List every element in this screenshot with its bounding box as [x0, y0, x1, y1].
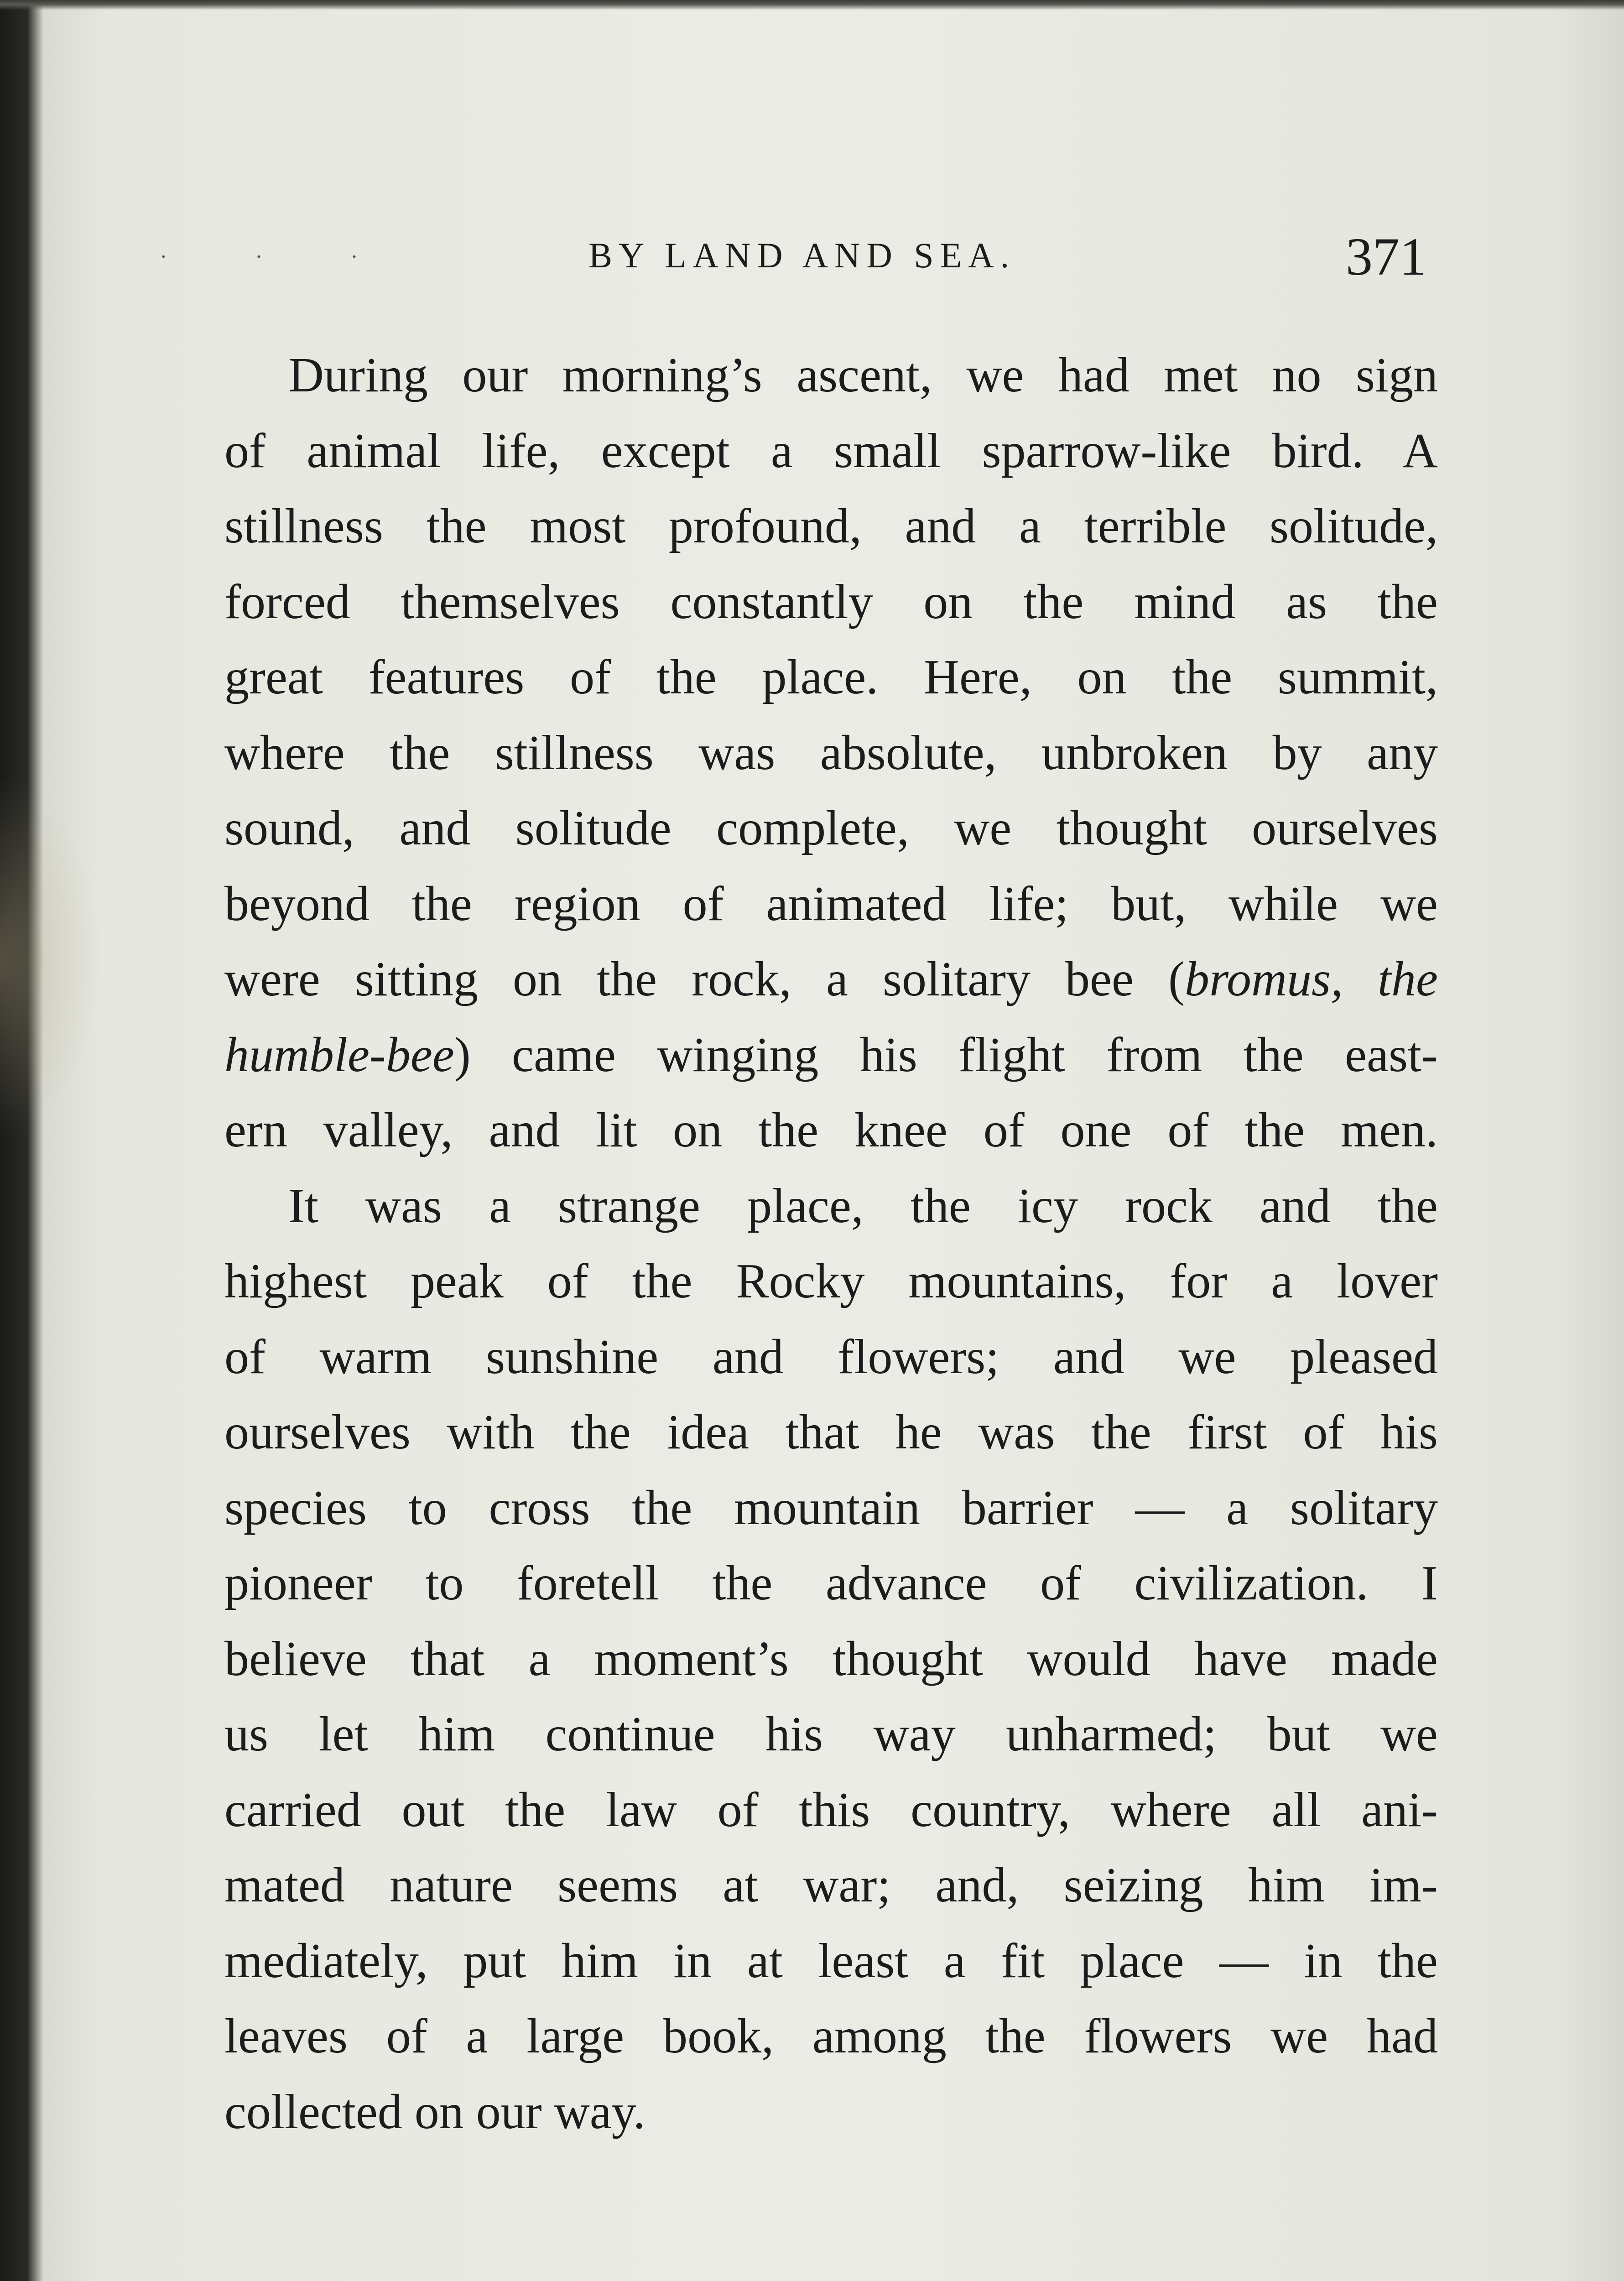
text-line: leaves of a large book, among the flowers we had — [224, 2009, 1438, 2063]
text-line: During our morning’s ascent, we had met no sign — [288, 348, 1438, 402]
text-line: of warm sunshine and flowers; and we pleased — [224, 1329, 1438, 1384]
body-text — [224, 338, 1438, 2150]
text-line-with-italic — [224, 942, 1438, 1017]
text-line: stillness the most profound, and a terrible solitude, — [224, 499, 1438, 553]
running-head — [0, 226, 1624, 286]
text-line: sound, and solitude complete, we thought ourselves — [224, 801, 1438, 855]
page-top-edge — [0, 0, 1624, 10]
text-line: pioneer to foretell the advance of civilization. I — [224, 1556, 1438, 1610]
text-line: us let him continue his way unharmed; but we — [224, 1707, 1438, 1761]
text-line: ern valley, and lit on the knee of one of the men. — [224, 1103, 1438, 1157]
text-line: species to cross the mountain barrier — a solitary — [224, 1480, 1438, 1535]
italic-term: bromus, the — [1184, 952, 1438, 1006]
text-line: forced themselves constantly on the mind as the — [224, 574, 1438, 629]
text-line: mated nature seems at war; and, seizing him im- — [224, 1858, 1438, 1912]
text-line: mediately, put him in at least a fit place — in the — [224, 1933, 1438, 1988]
text-line: of animal life, except a small sparrow-like bird. A — [224, 423, 1438, 478]
text-line: ourselves with the idea that he was the first of his — [224, 1405, 1438, 1459]
text-fragment: ) came winging his flight from the east- — [454, 1027, 1438, 1082]
running-title: BY LAND AND SEA. — [588, 235, 1016, 275]
text-line: believe that a moment’s thought would have made — [224, 1631, 1438, 1686]
text-fragment: were sitting on the rock, a solitary bee ( — [224, 952, 1185, 1006]
text-line-with-italic — [224, 1017, 1438, 1093]
text-line: collected on our way. — [224, 2084, 645, 2139]
page-number: 371 — [1346, 227, 1426, 286]
text-line: great features of the place. Here, on the summit, — [224, 650, 1438, 704]
italic-term: humble-bee — [224, 1027, 454, 1082]
text-line: carried out the law of this country, where all ani- — [224, 1782, 1438, 1837]
text-line: It was a strange place, the icy rock and the — [288, 1178, 1438, 1233]
margin-specks: · · · — [160, 244, 399, 269]
text-line: highest peak of the Rocky mountains, for a lover — [224, 1254, 1438, 1308]
page-stain — [0, 776, 100, 1140]
text-line: where the stillness was absolute, unbroken by any — [224, 725, 1438, 780]
text-line: beyond the region of animated life; but, while we — [224, 876, 1438, 931]
